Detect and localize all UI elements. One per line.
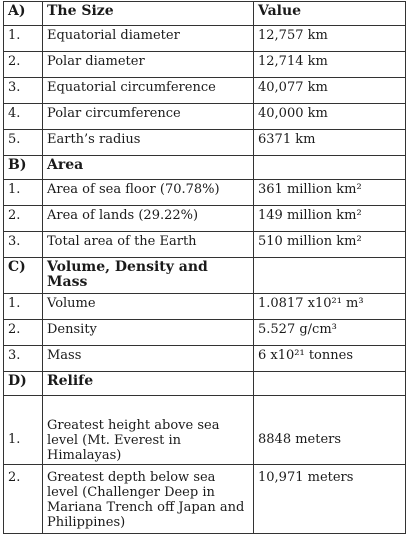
row-label: Greatest depth below sea level (Challenger Deep in Mariana Trench off Japan and Philippines) (43, 465, 254, 534)
row-number: 1. (4, 294, 43, 320)
row-number: 2. (4, 465, 43, 534)
row-label: Polar diameter (43, 52, 254, 78)
row-number: 1. (4, 180, 43, 206)
section-value-blank (254, 258, 406, 294)
row-value: 40,000 km (254, 104, 406, 130)
section-title: Relife (43, 372, 254, 396)
row-label: Area of sea floor (70.78%) (43, 180, 254, 206)
row-value: 10,971 meters (254, 465, 406, 534)
row-label: Polar circumference (43, 104, 254, 130)
row-number: 3. (4, 232, 43, 258)
row-number: 1. (4, 396, 43, 465)
section-letter: B) (4, 156, 43, 180)
row-value: 6371 km (254, 130, 406, 156)
table-row (4, 52, 406, 78)
table-row (4, 232, 406, 258)
row-label: Area of lands (29.22%) (43, 206, 254, 232)
size-section-header-row (4, 2, 406, 26)
row-value: 12,714 km (254, 52, 406, 78)
table-row (4, 206, 406, 232)
row-value: 1.0817 x10²¹ m³ (254, 294, 406, 320)
row-label: Equatorial diameter (43, 26, 254, 52)
earth-facts-table (3, 1, 406, 534)
row-label: Equatorial circumference (43, 78, 254, 104)
row-number: 2. (4, 320, 43, 346)
row-label: Density (43, 320, 254, 346)
relief-section-header-row (4, 372, 406, 396)
value-column-header: Value (254, 2, 406, 26)
table-row (4, 294, 406, 320)
row-number: 1. (4, 26, 43, 52)
table-row (4, 26, 406, 52)
row-number: 3. (4, 78, 43, 104)
row-number: 5. (4, 130, 43, 156)
table-row (4, 346, 406, 372)
row-value: 510 million km² (254, 232, 406, 258)
row-value: 8848 meters (254, 396, 406, 465)
row-value: 6 x10²¹ tonnes (254, 346, 406, 372)
section-title: The Size (43, 2, 254, 26)
row-value: 40,077 km (254, 78, 406, 104)
table-row (4, 180, 406, 206)
row-label: Earth’s radius (43, 130, 254, 156)
table-row (4, 320, 406, 346)
row-number: 2. (4, 52, 43, 78)
row-value: 149 million km² (254, 206, 406, 232)
table-row (4, 130, 406, 156)
section-title: Volume, Density and Mass (43, 258, 254, 294)
row-label: Greatest height above sea level (Mt. Everest in Himalayas) (43, 396, 254, 465)
table-row (4, 396, 406, 465)
row-value: 5.527 g/cm³ (254, 320, 406, 346)
table-row (4, 465, 406, 534)
area-section-header-row (4, 156, 406, 180)
row-label: Total area of the Earth (43, 232, 254, 258)
table-row (4, 104, 406, 130)
row-value: 12,757 km (254, 26, 406, 52)
section-value-blank (254, 372, 406, 396)
row-value: 361 million km² (254, 180, 406, 206)
row-number: 4. (4, 104, 43, 130)
section-letter: D) (4, 372, 43, 396)
table-row (4, 78, 406, 104)
row-number: 2. (4, 206, 43, 232)
volume-section-header-row (4, 258, 406, 294)
section-title: Area (43, 156, 254, 180)
section-letter: C) (4, 258, 43, 294)
section-letter: A) (4, 2, 43, 26)
row-number: 3. (4, 346, 43, 372)
section-value-blank (254, 156, 406, 180)
row-label: Volume (43, 294, 254, 320)
row-label: Mass (43, 346, 254, 372)
